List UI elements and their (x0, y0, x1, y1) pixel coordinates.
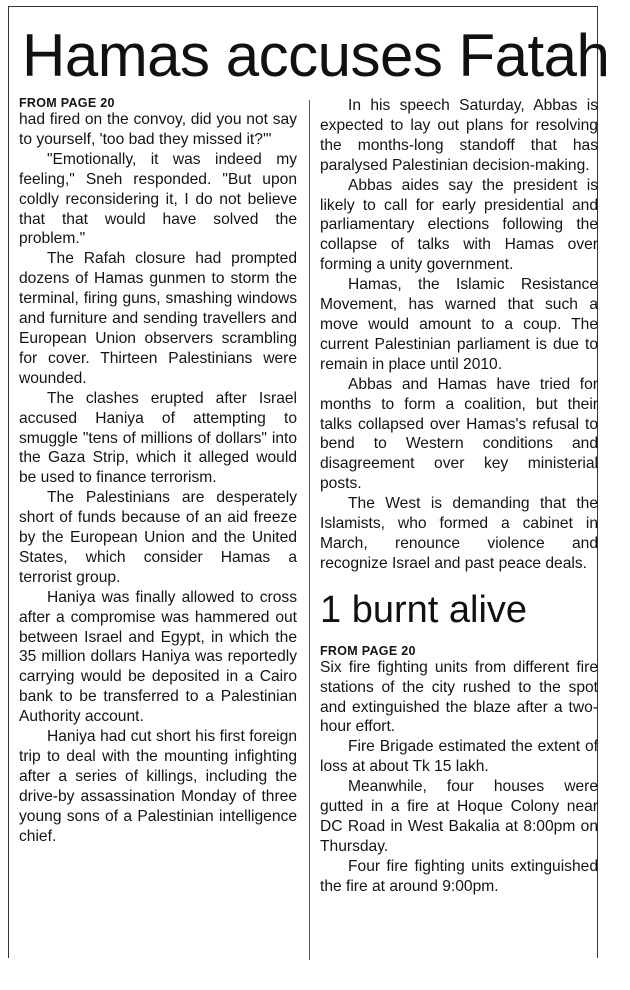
story1-paragraph: "Emotionally, it was indeed my feeling," Sneh responded. "But upon coldly reconsidering it, I do not believe that that would have solved the problem." (19, 150, 297, 248)
story2-kicker: FROM PAGE 20 (320, 643, 416, 658)
top-border-rule (8, 6, 598, 7)
right-column (320, 96, 598, 897)
story1-paragraph: Haniya had cut short his first foreign trip to deal with the mounting infighting after a series of killings, including the drive-by assassination Monday of three young sons of a Palestinian intelligence chief. (19, 728, 297, 845)
story2-headline: 1 burnt alive (320, 588, 528, 631)
column-divider (309, 100, 310, 960)
story1-paragraph: Abbas and Hamas have tried for months to form a coalition, but their talks collapsed over Hamas's refusal to bend to Western conditions and disagreement over key ministerial posts. (320, 375, 598, 493)
story1-paragraph: Hamas, the Islamic Resistance Movement, has warned that such a move would amount to a coup. The current Palestinian parliament is due to remain in place until 2010. (320, 276, 598, 373)
story1-paragraph: had fired on the convoy, did you not say to yourself, 'too bad they missed it?'" (19, 111, 297, 148)
story2-paragraph: Meanwhile, four houses were gutted in a fire at Hoque Colony near DC Road in West Bakalia at 8:00pm on Thursday. (320, 778, 598, 855)
left-column (19, 96, 297, 847)
story1-paragraph: Haniya was finally allowed to cross after a compromise was hammered out between Israel and Egypt, in which the 35 million dollars Haniya was reportedly carrying would be deposited in a Cairo bank to be transferred to a Palestinian Authority account. (19, 588, 297, 726)
story1-paragraph: In his speech Saturday, Abbas is expected to lay out plans for resolving the months-long standoff that has paralysed Palestinian decision-making. (320, 97, 598, 174)
story1-kicker: FROM PAGE 20 (19, 96, 115, 110)
story2-paragraph: Six fire fighting units from different fire stations of the city rushed to the spot and extinguished the blaze after a two-hour effort. (320, 658, 598, 736)
left-border-rule (8, 6, 9, 958)
story1-paragraph: The clashes erupted after Israel accused Haniya of attempting to smuggle "tens of millions of dollars" into the Gaza Strip, which it alleged would be used to finance terrorism. (19, 389, 297, 487)
story1-paragraph: Abbas aides say the president is likely to call for early presidential and parliamentary elections following the collapse of talks with Hamas over forming a unity government. (320, 176, 598, 274)
story2-paragraph: Fire Brigade estimated the extent of loss at about Tk 15 lakh. (320, 738, 598, 776)
main-headline: Hamas accuses Fatah (22, 22, 610, 89)
story1-paragraph: The Palestinians are desperately short of funds because of an aid freeze by the European Union and the United States, which consider Hamas a terrorist group. (19, 489, 297, 586)
story1-paragraph: The Rafah closure had prompted dozens of Hamas gunmen to storm the terminal, firing guns, smashing windows and furniture and sending travellers and European Union observers scrambling for cover. Thirteen Palestinians were wounded. (19, 250, 297, 387)
story1-paragraph: The West is demanding that the Islamists, who formed a cabinet in March, renounce violence and recognize Israel and past peace deals. (320, 495, 598, 572)
story2-paragraph: Four fire fighting units extinguished the fire at around 9:00pm. (320, 857, 598, 895)
